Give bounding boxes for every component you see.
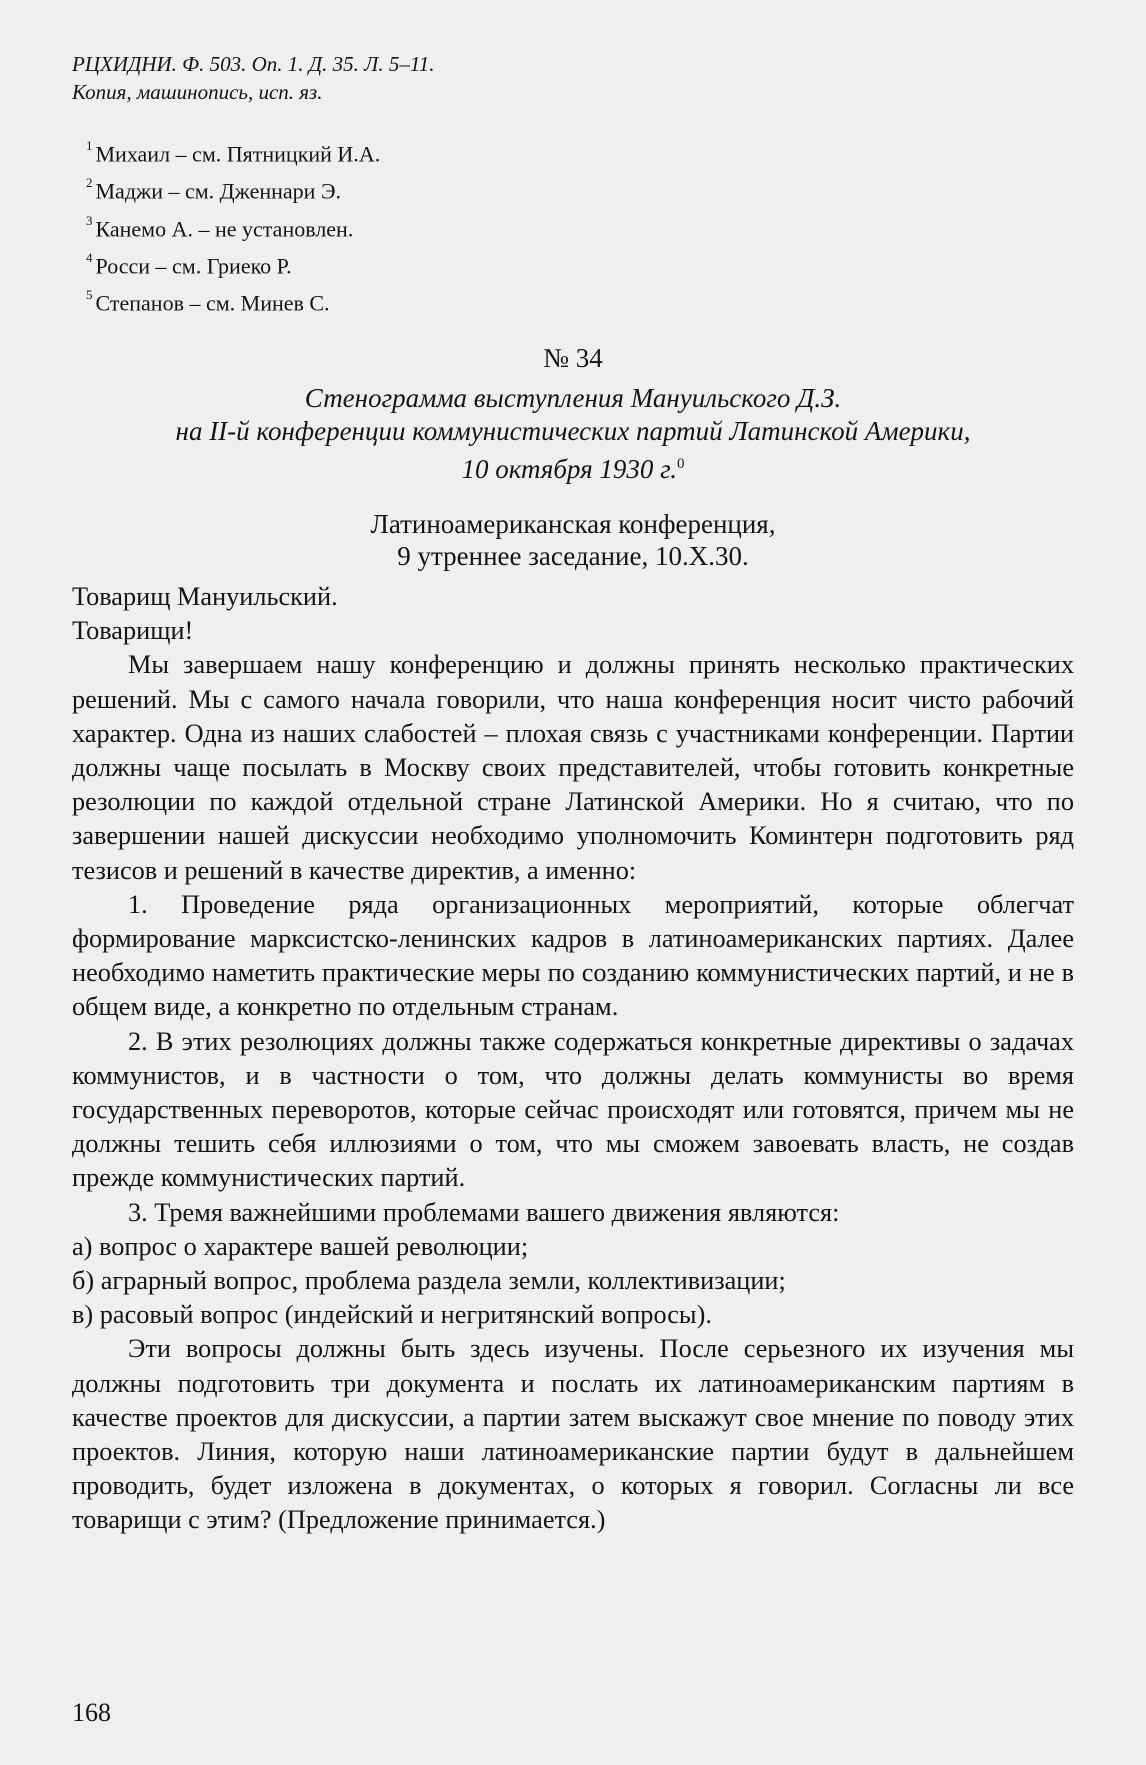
document-number: № 34 bbox=[543, 343, 603, 373]
greeting: Товарищи! bbox=[72, 616, 194, 646]
footnote: $^3$ Канемо А. – не установлен. bbox=[86, 212, 354, 241]
session-info: 9 утреннее заседание, 10.X.30. bbox=[397, 541, 749, 571]
conference-name: Латиноамериканская конференция, bbox=[370, 509, 776, 539]
paragraph: 1. Проведение ряда организационных мероприятий, которые облегчат формирование марксистско-ленинских кадров в латиноамериканских партиях. Далее необходимо наметить практические меры по созданию коммунистических партий, и не в общем виде, а конкретно по отдельным странам. bbox=[72, 889, 1074, 1022]
document-title bbox=[60, 382, 1086, 486]
list-item: а) вопрос о характере вашей революции; bbox=[72, 1231, 529, 1261]
paragraph: Эти вопросы должны быть здесь изучены. После серьезного их изучения мы должны подготовить три документа и послать их латиноамериканским партиям в качестве проектов для дискуссии, а партии затем выскажут свое мнение по поводу этих проектов. Линия, которую наши латиноамериканские партии будут в дальнейшем проводить, будет изложена в документах, о которых я говорил. Согласны ли все товарищи с этим? (Предложение принимается.) bbox=[72, 1334, 1074, 1535]
footnote: $^1$ Михаил – см. Пятницкий И.А. bbox=[86, 138, 381, 167]
footnote: $^4$ Росси – см. Гриеко Р. bbox=[86, 249, 292, 279]
footnote: $^5$ Степанов – см. Минев С. bbox=[86, 287, 330, 316]
footnote: $^2$ Маджи – см. Дженнари Э. bbox=[86, 175, 341, 204]
conference-heading bbox=[0, 508, 1146, 572]
title-line: 10 октября 1930 г.$^0$ bbox=[461, 454, 685, 484]
source-reference bbox=[72, 50, 435, 106]
list-item: б) аграрный вопрос, проблема раздела земли, коллективизации; bbox=[72, 1266, 786, 1296]
copy-note: Копия, машинопись, исп. яз. bbox=[72, 80, 323, 104]
speech-text bbox=[72, 580, 1074, 1538]
paragraph: 2. В этих резолюциях должны также содержаться конкретные директивы о задачах коммунистов, и в частности о том, что должны делать коммунисты во время государственных переворотов, которые сейчас происходят или готовятся, причем мы не должны тешить себя иллюзиями о том, что мы сможем завоевать власть, не создав прежде коммунистических партий. bbox=[72, 1026, 1074, 1193]
footnotes bbox=[86, 133, 380, 320]
title-line: Стенограмма выступления Мануильского Д.З. bbox=[304, 383, 842, 413]
paragraph: 3. Тремя важнейшими проблемами вашего движения являются: bbox=[128, 1197, 840, 1227]
title-line: на II-й конференции коммунистических партий Латинской Америки, bbox=[175, 416, 971, 446]
paragraph: Мы завершаем нашу конференцию и должны принять несколько практических решений. Мы с самого начала говорили, что наша конференция носит чисто рабочий характер. Одна из наших слабостей – плохая связь с участниками конференции. Партии должны чаще посылать в Москву своих представителей, чтобы готовить конкретные резолюции по каждой отдельной стране Латинской Америки. Но я считаю, что по завершении нашей дискуссии необходимо уполномочить Коминтерн подготовить ряд тезисов и решений в качестве директив, а именно: bbox=[72, 650, 1074, 885]
speaker-name: Товарищ Мануильский. bbox=[72, 582, 338, 611]
title-footnote-mark: 0 bbox=[677, 456, 685, 472]
archive-citation: РЦХИДНИ. Ф. 503. Оп. 1. Д. 35. Л. 5–11. bbox=[72, 52, 435, 76]
list-item: в) расовый вопрос (индейский и негритянский вопросы). bbox=[72, 1300, 712, 1330]
page-number: 168 bbox=[72, 1698, 111, 1727]
